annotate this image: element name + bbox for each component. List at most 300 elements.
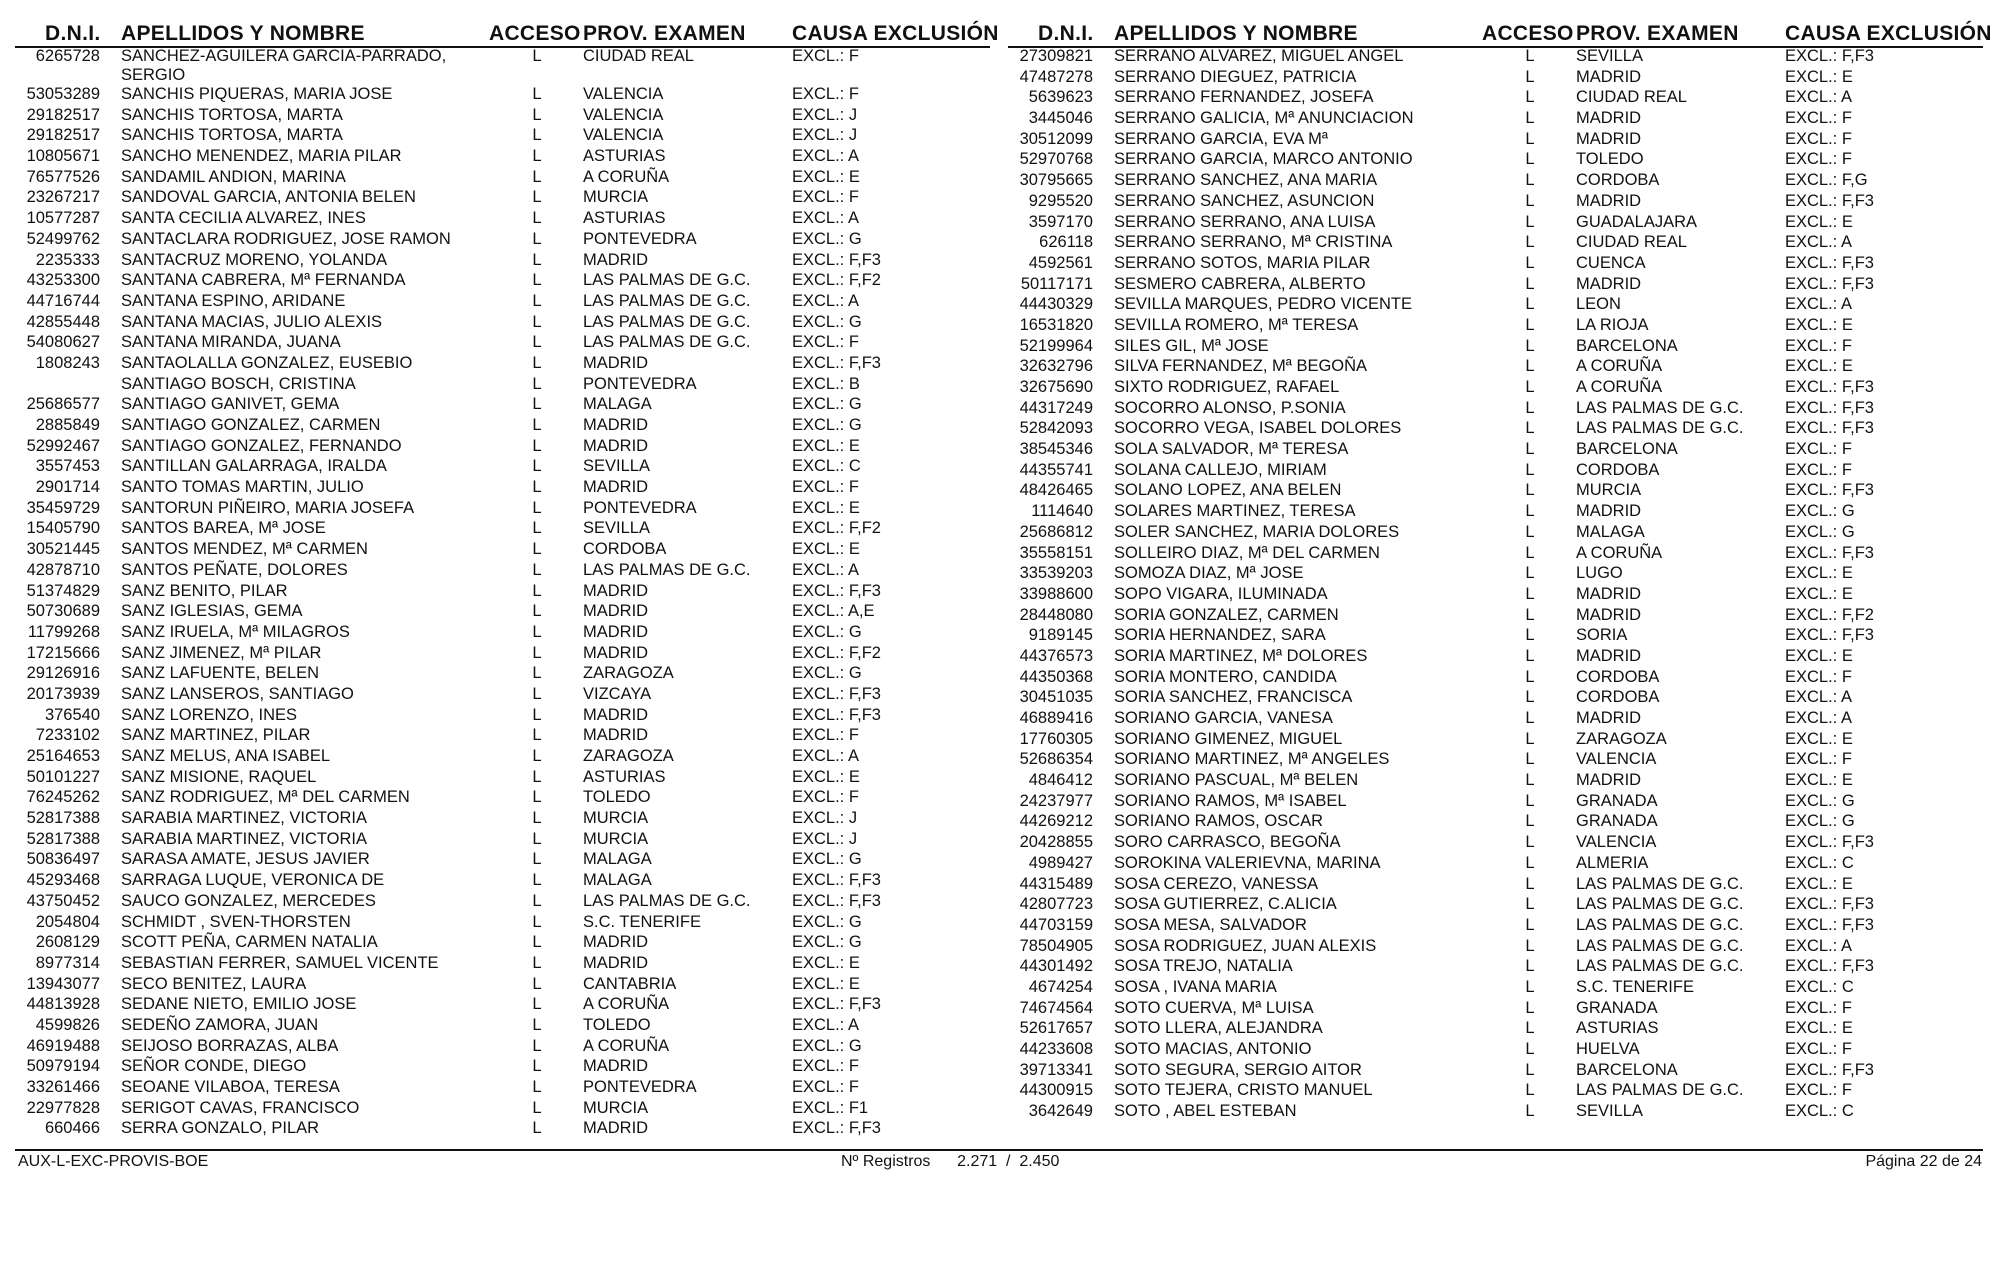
- province-cell: MURCIA: [1576, 481, 1642, 500]
- dni-cell: 44355741: [1019, 460, 1093, 479]
- dni-cell: 44315489: [1019, 874, 1093, 893]
- exclusion-cell: EXCL.: F,F3: [1785, 419, 1874, 438]
- table-row: [15, 644, 990, 665]
- dni-cell: 22977828: [26, 1098, 100, 1117]
- dni-cell: 2235333: [35, 250, 100, 269]
- dni-cell: 52842093: [1019, 419, 1093, 438]
- dni-cell: 10805671: [26, 147, 100, 166]
- access-cell: L: [1525, 129, 1535, 148]
- name-cell: SERRANO DIEGUEZ, PATRICIA: [1114, 67, 1357, 86]
- access-cell: L: [532, 374, 542, 393]
- table-row: [15, 188, 990, 209]
- table-row: [15, 664, 990, 685]
- province-cell: MADRID: [1576, 274, 1642, 293]
- table-row: [1008, 1019, 1983, 1040]
- province-cell: SEVILLA: [1576, 47, 1643, 65]
- table-row: [15, 768, 990, 789]
- dni-cell: 3642649: [1028, 1102, 1093, 1121]
- name-cell: SANTACLARA RODRIGUEZ, JOSE RAMON: [121, 229, 451, 248]
- access-cell: L: [532, 250, 542, 269]
- exclusion-cell: EXCL.: F,F3: [1785, 274, 1874, 293]
- province-cell: ZARAGOZA: [583, 664, 674, 683]
- dni-cell: 52817388: [26, 809, 100, 828]
- province-cell: A CORUÑA: [583, 1036, 670, 1055]
- exclusion-cell: EXCL.: G: [792, 850, 862, 869]
- dni-cell: 44233608: [1019, 1040, 1093, 1058]
- access-cell: L: [532, 788, 542, 807]
- province-cell: GUADALAJARA: [1576, 212, 1698, 231]
- province-cell: S.C. TENERIFE: [1576, 977, 1694, 996]
- header-prov: PROV. EXAMEN: [583, 22, 746, 45]
- name-cell: SEOANE VILABOA, TERESA: [121, 1078, 340, 1096]
- table-row: [1008, 275, 1983, 296]
- access-cell: L: [1525, 584, 1535, 603]
- exclusion-cell: EXCL.: F,F2: [792, 519, 881, 538]
- table-row: [1008, 1061, 1983, 1082]
- table-row: [15, 106, 990, 127]
- province-cell: BARCELONA: [1576, 1060, 1678, 1079]
- exclusion-cell: EXCL.: F,F3: [792, 250, 881, 269]
- name-cell: SOTO TEJERA, CRISTO MANUEL: [1114, 1081, 1373, 1100]
- dni-cell: 50836497: [26, 850, 100, 869]
- access-cell: L: [532, 767, 542, 786]
- dni-cell: 17760305: [1019, 729, 1093, 748]
- dni-cell: 376540: [44, 705, 100, 724]
- exclusion-cell: EXCL.: G: [792, 395, 862, 414]
- name-cell: SOMOZA DIAZ, Mª JOSE: [1114, 564, 1304, 583]
- name-cell: SANTANA CABRERA, Mª FERNANDA: [121, 271, 406, 290]
- name-cell: SANZ JIMENEZ, Mª PILAR: [121, 643, 322, 662]
- exclusion-cell: EXCL.: F: [1785, 109, 1852, 128]
- access-cell: L: [1525, 998, 1535, 1017]
- name-cell: SANTANA MACIAS, JULIO ALEXIS: [121, 312, 383, 331]
- exclusion-cell: EXCL.: J: [792, 809, 858, 828]
- access-cell: L: [1525, 709, 1535, 727]
- access-cell: L: [532, 871, 542, 890]
- table-body: [1008, 47, 1983, 1123]
- exclusion-cell: EXCL.: E: [1785, 729, 1853, 748]
- province-cell: ALMERIA: [1576, 853, 1649, 872]
- dni-cell: 42878710: [26, 560, 100, 579]
- table-row: [15, 168, 990, 189]
- dni-cell: 52686354: [1019, 750, 1093, 769]
- province-cell: MURCIA: [583, 809, 649, 828]
- name-cell: SERRANO GARCIA, MARCO ANTONIO: [1114, 150, 1413, 169]
- province-cell: TOLEDO: [583, 1015, 651, 1034]
- province-cell: LAS PALMAS DE G.C.: [583, 333, 751, 352]
- province-cell: CANTABRIA: [583, 974, 677, 993]
- exclusion-cell: EXCL.: F: [792, 85, 859, 103]
- access-cell: L: [1525, 771, 1535, 790]
- province-cell: CORDOBA: [1576, 171, 1660, 190]
- name-cell: SOTO , ABEL ESTEBAN: [1114, 1102, 1297, 1121]
- province-cell: MADRID: [1576, 67, 1642, 86]
- table-header: [1008, 0, 1992, 47]
- dni-cell: 3557453: [35, 457, 100, 476]
- dni-cell: 44703159: [1019, 915, 1093, 934]
- name-cell: SANTO TOMAS MARTIN, JULIO: [121, 478, 364, 497]
- dni-cell: 10577287: [26, 209, 100, 228]
- access-cell: L: [1525, 1081, 1535, 1100]
- dni-cell: 4592561: [1028, 253, 1093, 272]
- province-cell: MADRID: [583, 953, 649, 972]
- dni-cell: 76245262: [26, 788, 100, 807]
- province-cell: MADRID: [583, 705, 649, 724]
- name-cell: SANTIAGO GONZALEZ, FERNANDO: [121, 436, 402, 455]
- province-cell: ASTURIAS: [1576, 1019, 1659, 1038]
- access-cell: L: [1525, 791, 1535, 810]
- dni-cell: 30521445: [26, 540, 100, 559]
- exclusion-cell: EXCL.: F,F3: [1785, 543, 1874, 562]
- table-row: [15, 1057, 990, 1078]
- name-cell: SORIA MONTERO, CANDIDA: [1114, 667, 1337, 686]
- name-cell: SANZ LANSEROS, SANTIAGO: [121, 684, 354, 703]
- exclusion-cell: EXCL.: E: [792, 974, 860, 993]
- exclusion-cell: EXCL.: E: [1785, 1019, 1853, 1038]
- access-cell: L: [532, 209, 542, 228]
- province-cell: MADRID: [583, 436, 649, 455]
- header-name: APELLIDOS Y NOMBRE: [1114, 22, 1358, 45]
- left-column: [15, 0, 999, 1140]
- province-cell: MADRID: [583, 416, 649, 434]
- exclusion-cell: EXCL.: F: [792, 726, 859, 745]
- table-row: [1008, 88, 1983, 109]
- dni-cell: 52499762: [26, 229, 100, 248]
- name-cell: SANCHIS TORTOSA, MARTA: [121, 126, 343, 145]
- province-cell: SORIA: [1576, 626, 1628, 645]
- table-row: [1008, 1102, 1983, 1123]
- name-cell: SOLANO LOPEZ, ANA BELEN: [1114, 481, 1342, 500]
- exclusion-cell: EXCL.: A: [792, 291, 859, 310]
- name-cell: SERRANO SERRANO, Mª CRISTINA: [1114, 233, 1393, 252]
- name-cell: SANTIAGO GONZALEZ, CARMEN: [121, 416, 381, 434]
- exclusion-cell: EXCL.: F,F3: [792, 1119, 881, 1138]
- name-cell: SIXTO RODRIGUEZ, RAFAEL: [1114, 378, 1340, 396]
- dni-cell: 52817388: [26, 829, 100, 848]
- dni-cell: 20173939: [26, 684, 100, 703]
- table-row: [1008, 668, 1983, 689]
- exclusion-cell: EXCL.: C: [1785, 853, 1854, 872]
- name-cell: SOCORRO VEGA, ISABEL DOLORES: [1114, 419, 1402, 438]
- province-cell: CORDOBA: [1576, 667, 1660, 686]
- name-cell: SARABIA MARTINEZ, VICTORIA: [121, 809, 368, 828]
- table-row: [1008, 1081, 1983, 1102]
- table-row: [1008, 812, 1983, 833]
- province-cell: A CORUÑA: [1576, 378, 1663, 396]
- name-cell: SOSA TREJO, NATALIA: [1114, 957, 1293, 976]
- name-cell: SANDAMIL ANDION, MARINA: [121, 167, 346, 186]
- table-row: [15, 706, 990, 727]
- exclusion-cell: EXCL.: F: [1785, 667, 1852, 686]
- dni-cell: 44300915: [1019, 1081, 1093, 1100]
- exclusion-cell: EXCL.: E: [1785, 564, 1853, 583]
- table-row: [1008, 47, 1983, 68]
- exclusion-cell: EXCL.: G: [792, 933, 862, 952]
- access-cell: L: [532, 229, 542, 248]
- exclusion-cell: EXCL.: G: [1785, 502, 1855, 521]
- table-body: [15, 47, 990, 1140]
- exclusion-cell: EXCL.: G: [792, 622, 862, 641]
- name-cell: SOSA CEREZO, VANESSA: [1114, 874, 1319, 893]
- table-row: [15, 747, 990, 768]
- name-cell: SCHMIDT , SVEN-THORSTEN: [121, 912, 351, 931]
- access-cell: L: [1525, 150, 1535, 169]
- name-cell: SANTAOLALLA GONZALEZ, EUSEBIO: [121, 353, 413, 372]
- table-row: [15, 850, 990, 871]
- dni-cell: 42807723: [1019, 895, 1093, 914]
- access-cell: L: [1525, 67, 1535, 86]
- name-cell: SANCHO MENENDEZ, MARIA PILAR: [121, 147, 402, 166]
- access-cell: L: [1525, 191, 1535, 210]
- exclusion-cell: EXCL.: F,F3: [792, 891, 881, 910]
- province-cell: ASTURIAS: [583, 767, 666, 786]
- access-cell: L: [1525, 419, 1535, 438]
- exclusion-cell: EXCL.: A,E: [792, 602, 875, 621]
- header-dni: D.N.I.: [45, 22, 101, 45]
- name-cell: SANZ MARTINEZ, PILAR: [121, 726, 311, 745]
- table-row: [1008, 357, 1983, 378]
- access-cell: L: [532, 167, 542, 186]
- table-row: [15, 126, 990, 147]
- dni-cell: 16531820: [1019, 315, 1093, 334]
- exclusion-cell: EXCL.: F,F2: [792, 643, 881, 662]
- table-row: [15, 47, 990, 85]
- dni-cell: 38545346: [1019, 440, 1093, 459]
- name-cell: SERRANO SOTOS, MARIA PILAR: [1114, 253, 1371, 272]
- exclusion-cell: EXCL.: G: [792, 229, 862, 248]
- table-row: [1008, 233, 1983, 254]
- table-row: [15, 1099, 990, 1120]
- access-cell: L: [532, 457, 542, 476]
- name-cell: SANZ LORENZO, INES: [121, 705, 298, 724]
- province-cell: MURCIA: [583, 1098, 649, 1117]
- exclusion-cell: EXCL.: J: [792, 829, 858, 848]
- province-cell: A CORUÑA: [583, 995, 670, 1014]
- dni-cell: 3597170: [1028, 212, 1093, 231]
- access-cell: L: [532, 933, 542, 952]
- dni-cell: 626118: [1039, 233, 1093, 252]
- dni-cell: 44350368: [1019, 667, 1093, 686]
- exclusion-cell: EXCL.: A: [792, 1015, 859, 1034]
- dni-cell: 5639623: [1028, 88, 1093, 107]
- header-dni: D.N.I.: [1038, 22, 1094, 45]
- province-cell: LAS PALMAS DE G.C.: [1576, 915, 1744, 934]
- province-cell: TOLEDO: [1576, 150, 1644, 169]
- table-row: [15, 85, 990, 106]
- province-cell: LAS PALMAS DE G.C.: [583, 312, 751, 331]
- table-row: [1008, 750, 1983, 771]
- table-row: [1008, 709, 1983, 730]
- access-cell: L: [532, 353, 542, 372]
- exclusion-cell: EXCL.: J: [792, 105, 858, 124]
- exclusion-cell: EXCL.: F,F3: [792, 995, 881, 1014]
- dni-cell: 13943077: [26, 974, 100, 993]
- exclusion-cell: EXCL.: E: [792, 498, 860, 517]
- table-row: [1008, 419, 1983, 440]
- name-cell: SANZ RODRIGUEZ, Mª DEL CARMEN: [121, 788, 410, 807]
- name-cell: SANTOS MENDEZ, Mª CARMEN: [121, 540, 368, 559]
- access-cell: L: [1525, 626, 1535, 645]
- name-cell: SILVA FERNANDEZ, Mª BEGOÑA: [1114, 357, 1368, 376]
- province-cell: LAS PALMAS DE G.C.: [1576, 419, 1744, 438]
- dni-cell: 29126916: [26, 664, 100, 683]
- name-cell: SORIA GONZALEZ, CARMEN: [1114, 605, 1339, 624]
- table-row: [15, 313, 990, 334]
- name-cell: SORIA MARTINEZ, Mª DOLORES: [1114, 646, 1368, 665]
- table-row: [15, 519, 990, 540]
- province-cell: MADRID: [583, 250, 649, 269]
- name-cell: SARASA AMATE, JESUS JAVIER: [121, 850, 370, 869]
- province-cell: A CORUÑA: [583, 167, 670, 186]
- name-cell: SILES GIL, Mª JOSE: [1114, 336, 1269, 355]
- province-cell: MADRID: [1576, 771, 1642, 790]
- dni-cell: 2885849: [35, 416, 100, 434]
- access-cell: L: [1525, 336, 1535, 355]
- province-cell: LAS PALMAS DE G.C.: [583, 560, 751, 579]
- table-row: [1008, 833, 1983, 854]
- exclusion-cell: EXCL.: F,F3: [792, 705, 881, 724]
- exclusion-cell: EXCL.: F: [1785, 750, 1852, 769]
- access-cell: L: [1525, 729, 1535, 748]
- table-row: [15, 561, 990, 582]
- name-cell: SEÑOR CONDE, DIEGO: [121, 1057, 307, 1076]
- province-cell: MALAGA: [583, 850, 652, 869]
- name-cell: SANTOS PEÑATE, DOLORES: [121, 560, 348, 579]
- access-cell: L: [1525, 543, 1535, 562]
- name-cell: SEBASTIAN FERRER, SAMUEL VICENTE: [121, 953, 439, 972]
- table-row: [15, 871, 990, 892]
- table-row: [1008, 171, 1983, 192]
- exclusion-cell: EXCL.: E: [1785, 315, 1853, 334]
- table-row: [1008, 254, 1983, 275]
- dni-cell: 8977314: [35, 953, 100, 972]
- access-cell: L: [532, 643, 542, 662]
- access-cell: L: [1525, 398, 1535, 417]
- dni-cell: 44813928: [26, 995, 100, 1014]
- province-cell: LAS PALMAS DE G.C.: [1576, 936, 1744, 955]
- table-row: [1008, 68, 1983, 89]
- table-row: [15, 954, 990, 975]
- exclusion-cell: EXCL.: A: [1785, 295, 1852, 314]
- dni-cell: 4599826: [35, 1015, 100, 1034]
- access-cell: L: [532, 953, 542, 972]
- province-cell: CORDOBA: [1576, 460, 1660, 479]
- province-cell: SEVILLA: [583, 457, 650, 476]
- access-cell: L: [1525, 1060, 1535, 1079]
- table-row: [15, 788, 990, 809]
- province-cell: MADRID: [583, 643, 649, 662]
- dni-cell: 1808243: [35, 353, 100, 372]
- dni-cell: 50117171: [1020, 274, 1093, 293]
- exclusion-cell: EXCL.: F: [792, 788, 859, 807]
- province-cell: MADRID: [1576, 709, 1642, 727]
- table-row: [1008, 585, 1983, 606]
- province-cell: VALENCIA: [1576, 833, 1657, 852]
- name-cell: SEVILLA MARQUES, PEDRO VICENTE: [1114, 295, 1412, 314]
- access-cell: L: [532, 829, 542, 848]
- name-cell: SOTO LLERA, ALEJANDRA: [1114, 1019, 1323, 1038]
- access-cell: L: [532, 333, 542, 352]
- name-cell: SORO CARRASCO, BEGOÑA: [1114, 833, 1341, 852]
- name-cell: SOTO SEGURA, SERGIO AITOR: [1114, 1060, 1362, 1079]
- dni-cell: 44269212: [1019, 812, 1093, 831]
- access-cell: L: [1525, 171, 1535, 190]
- access-cell: L: [1525, 378, 1535, 396]
- province-cell: LEON: [1576, 295, 1621, 314]
- dni-cell: 7233102: [35, 726, 100, 745]
- exclusion-cell: EXCL.: G: [792, 416, 862, 434]
- exclusion-cell: EXCL.: F: [1785, 440, 1852, 459]
- province-cell: HUELVA: [1576, 1040, 1640, 1058]
- exclusion-cell: EXCL.: A: [1785, 688, 1852, 707]
- province-cell: MALAGA: [1576, 522, 1645, 541]
- table-row: [15, 292, 990, 313]
- dni-cell: 24237977: [1019, 791, 1093, 810]
- table-row: [1008, 937, 1983, 958]
- dni-cell: 45293468: [26, 871, 100, 890]
- dni-cell: 3445046: [1028, 109, 1093, 128]
- dni-cell: 4846412: [1028, 771, 1093, 790]
- province-cell: VALENCIA: [583, 85, 664, 103]
- access-cell: L: [1525, 1102, 1535, 1121]
- table-row: [1008, 771, 1983, 792]
- table-row: [1008, 978, 1983, 999]
- province-cell: LUGO: [1576, 564, 1623, 583]
- name-cell: SORIANO RAMOS, OSCAR: [1114, 812, 1324, 831]
- province-cell: VALENCIA: [1576, 750, 1657, 769]
- name-cell: SOLLEIRO DIAZ, Mª DEL CARMEN: [1114, 543, 1380, 562]
- table-row: [1008, 626, 1983, 647]
- dni-cell: 52617657: [1019, 1019, 1093, 1038]
- access-cell: L: [532, 1119, 542, 1138]
- name-cell: SANTANA ESPINO, ARIDANE: [121, 291, 346, 310]
- exclusion-cell: EXCL.: F,F3: [1785, 833, 1874, 852]
- province-cell: ASTURIAS: [583, 147, 666, 166]
- right-column: [1008, 0, 1992, 1123]
- exclusion-cell: EXCL.: F: [1785, 1040, 1852, 1058]
- table-row: [1008, 130, 1983, 151]
- dni-cell: 52992467: [26, 436, 100, 455]
- exclusion-cell: EXCL.: E: [1785, 584, 1853, 603]
- name-cell: SORIANO PASCUAL, Mª BELEN: [1114, 771, 1359, 790]
- access-cell: L: [1525, 295, 1535, 314]
- province-cell: PONTEVEDRA: [583, 498, 697, 517]
- dni-cell: 9295520: [1028, 191, 1093, 210]
- name-cell: SERIGOT CAVAS, FRANCISCO: [121, 1098, 360, 1117]
- province-cell: PONTEVEDRA: [583, 1078, 697, 1096]
- access-cell: L: [1525, 936, 1535, 955]
- access-cell: L: [532, 581, 542, 600]
- table-row: [15, 892, 990, 913]
- province-cell: LAS PALMAS DE G.C.: [1576, 874, 1744, 893]
- access-cell: L: [1525, 812, 1535, 831]
- dni-cell: 53053289: [26, 85, 100, 103]
- dni-cell: 9189145: [1028, 626, 1093, 645]
- access-cell: L: [532, 395, 542, 414]
- table-row: [15, 1016, 990, 1037]
- access-cell: L: [1525, 688, 1535, 707]
- page-number: Página 22 de 24: [1865, 1153, 1982, 1170]
- name-cell: SOLANA CALLEJO, MIRIAM: [1114, 460, 1327, 479]
- access-cell: L: [532, 809, 542, 828]
- access-cell: L: [1525, 957, 1535, 976]
- table-row: [15, 271, 990, 292]
- province-cell: MADRID: [583, 622, 649, 641]
- name-cell: SOCORRO ALONSO, P.SONIA: [1114, 398, 1346, 417]
- exclusion-cell: EXCL.: B: [792, 374, 860, 393]
- table-row: [1008, 481, 1983, 502]
- name-cell: SOTO CUERVA, Mª LUISA: [1114, 998, 1314, 1017]
